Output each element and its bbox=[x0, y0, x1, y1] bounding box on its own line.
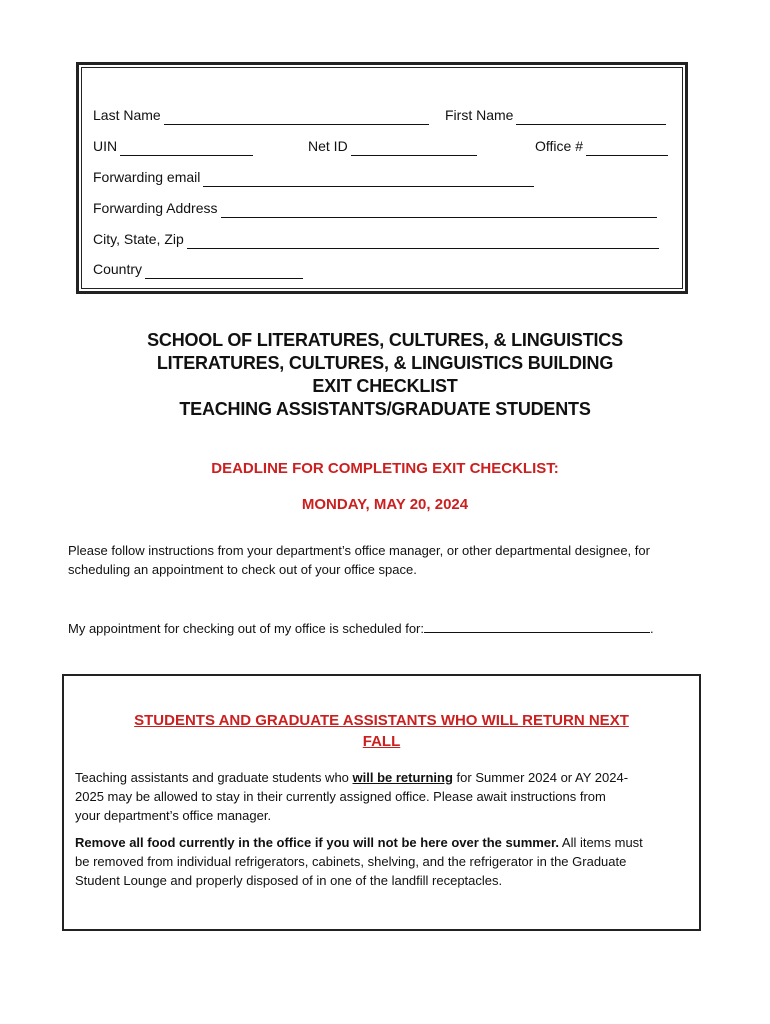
last-name-line[interactable] bbox=[164, 109, 429, 125]
last-name-field[interactable] bbox=[93, 105, 429, 125]
address-row bbox=[93, 198, 671, 218]
forwarding-address-label: Forwarding Address bbox=[93, 200, 218, 216]
forwarding-address-line[interactable] bbox=[221, 202, 657, 218]
notice-paragraph-2 bbox=[75, 833, 685, 890]
appointment-period: . bbox=[650, 621, 654, 636]
deadline-label: DEADLINE FOR COMPLETING EXIT CHECKLIST: bbox=[211, 460, 559, 477]
appointment-label: My appointment for checking out of my office is scheduled for: bbox=[68, 621, 424, 636]
document-title bbox=[0, 329, 770, 421]
title-line-audience: TEACHING ASSISTANTS/GRADUATE STUDENTS bbox=[179, 399, 591, 419]
first-name-label: First Name bbox=[445, 107, 514, 123]
forwarding-address-field[interactable] bbox=[93, 198, 657, 218]
notice-heading-line-1: STUDENTS AND GRADUATE ASSISTANTS WHO WILL RETURN NEXT bbox=[134, 712, 629, 729]
first-name-field[interactable] bbox=[445, 105, 666, 125]
notice-p2-line-1 bbox=[75, 833, 685, 852]
appointment-line bbox=[68, 619, 708, 638]
office-field[interactable] bbox=[535, 136, 668, 156]
forwarding-email-label: Forwarding email bbox=[93, 169, 201, 185]
notice-p1-line-3: your department’s office manager. bbox=[75, 808, 272, 823]
instructions-line-2: scheduling an appointment to check out of your office space. bbox=[68, 562, 417, 577]
forwarding-email-field[interactable] bbox=[93, 167, 534, 187]
first-name-line[interactable] bbox=[516, 109, 666, 125]
country-label: Country bbox=[93, 261, 143, 277]
forwarding-email-line[interactable] bbox=[203, 171, 534, 187]
notice-p1-line-1 bbox=[75, 768, 685, 787]
notice-p1-text-c: for Summer 2024 or AY 2024- bbox=[452, 770, 629, 785]
notice-p1-line-2: 2025 may be allowed to stay in their currently assigned office. Please await instructions from bbox=[75, 789, 606, 804]
appointment-date-input[interactable] bbox=[424, 619, 650, 633]
notice-paragraph-1 bbox=[75, 768, 685, 825]
id-row bbox=[93, 136, 671, 156]
office-label: Office # bbox=[535, 138, 583, 154]
instructions-line-1: Please follow instructions from your department’s office manager, or other departmental designee, for bbox=[68, 543, 650, 558]
uin-label: UIN bbox=[93, 138, 118, 154]
city-state-zip-field[interactable] bbox=[93, 229, 659, 249]
country-line[interactable] bbox=[145, 263, 303, 279]
last-name-label: Last Name bbox=[93, 107, 161, 123]
notice-p2-text-a: All items must bbox=[559, 835, 643, 850]
returning-students-notice bbox=[62, 674, 701, 931]
city-state-zip-line[interactable] bbox=[187, 233, 659, 249]
name-row bbox=[93, 105, 671, 125]
deadline-date: MONDAY, MAY 20, 2024 bbox=[301, 496, 469, 513]
notice-heading-line-2: FALL bbox=[362, 733, 401, 750]
title-line-checklist: EXIT CHECKLIST bbox=[312, 376, 458, 396]
uin-line[interactable] bbox=[120, 140, 253, 156]
country-row bbox=[93, 259, 671, 279]
notice-p2-bold: Remove all food currently in the office if you will not be here over the summer. bbox=[75, 835, 559, 850]
email-row bbox=[93, 167, 671, 187]
notice-p1-text-a: Teaching assistants and graduate students who bbox=[75, 770, 353, 785]
student-info-form bbox=[76, 62, 688, 294]
city-state-zip-label: City, State, Zip bbox=[93, 231, 184, 247]
notice-p1-emphasis: will be returning bbox=[352, 770, 453, 785]
notice-p2-line-2: be removed from individual refrigerators, cabinets, shelving, and the refrigerator in the Graduate bbox=[75, 854, 627, 869]
net-id-line[interactable] bbox=[351, 140, 477, 156]
title-line-school: SCHOOL OF LITERATURES, CULTURES, & LINGUISTICS bbox=[147, 330, 623, 350]
uin-field[interactable] bbox=[93, 136, 253, 156]
net-id-field[interactable] bbox=[308, 136, 477, 156]
city-row bbox=[93, 229, 671, 249]
notice-p2-line-3: Student Lounge and properly disposed of in one of the landfill receptacles. bbox=[75, 873, 503, 888]
country-field[interactable] bbox=[93, 259, 303, 279]
title-line-building: LITERATURES, CULTURES, & LINGUISTICS BUILDING bbox=[156, 353, 614, 373]
net-id-label: Net ID bbox=[308, 138, 348, 154]
office-line[interactable] bbox=[586, 140, 668, 156]
instructions-paragraph bbox=[68, 541, 708, 579]
notice-heading bbox=[64, 710, 699, 752]
